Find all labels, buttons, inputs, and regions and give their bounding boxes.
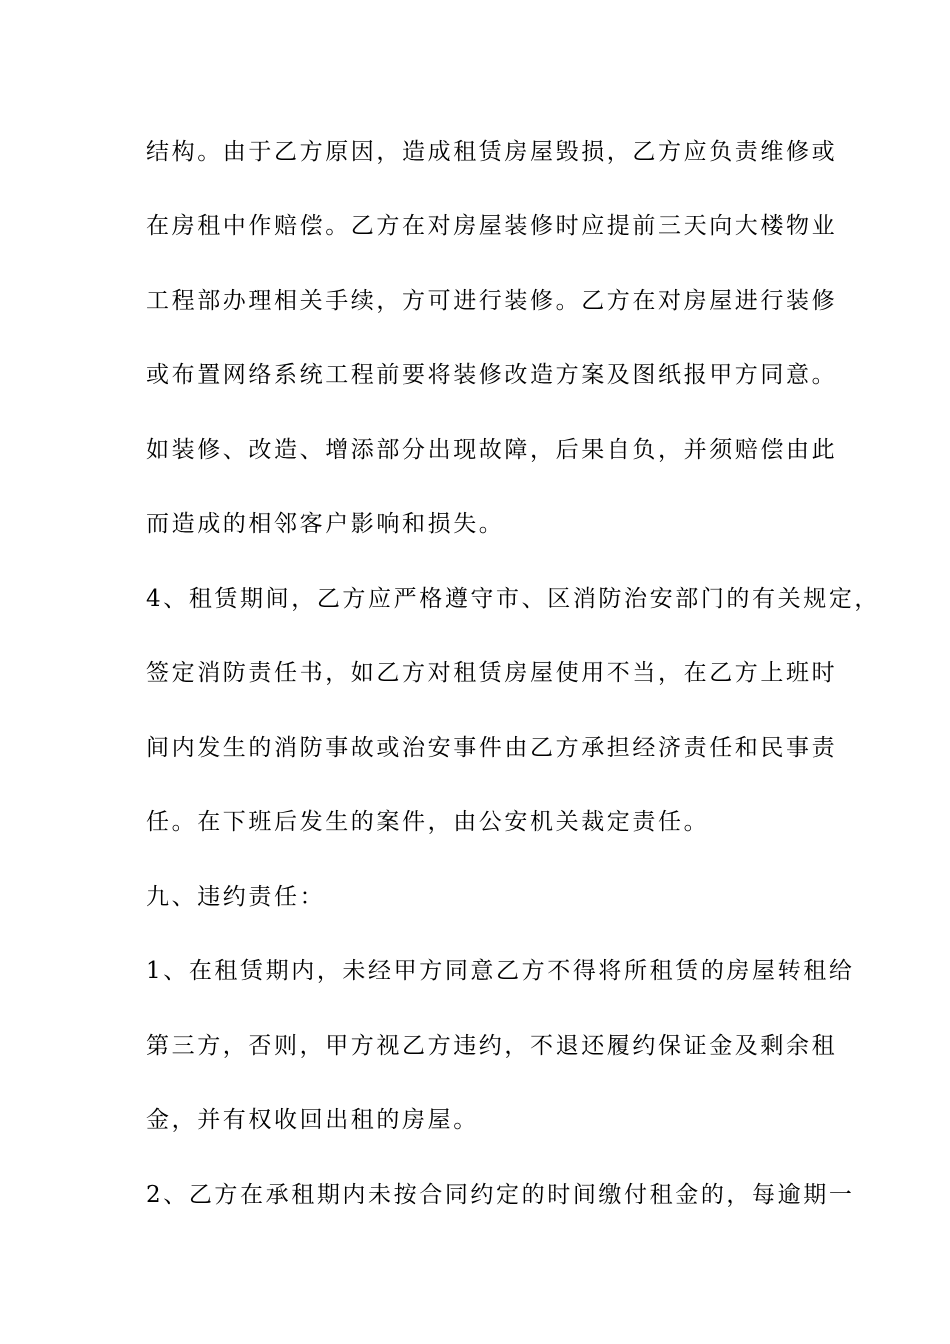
text-line: 任。在下班后发生的案件，由公安机关裁定责任。 bbox=[146, 809, 710, 835]
text-line: 工程部办理相关手续，方可进行装修。乙方在对房屋进行装修 bbox=[146, 288, 838, 314]
section-heading: 九、违约责任： bbox=[146, 884, 326, 910]
text-line: 间内发生的消防事故或治安事件由乙方承担经济责任和民事责 bbox=[146, 735, 838, 761]
text-line: 4、租赁期间，乙方应严格遵守市、区消防治安部门的有关规定， bbox=[146, 586, 881, 612]
text-line: 第三方，否则，甲方视乙方违约，不退还履约保证金及剩余租 bbox=[146, 1033, 838, 1059]
text-line: 签定消防责任书，如乙方对租赁房屋使用不当，在乙方上班时 bbox=[146, 660, 838, 686]
text-line: 如装修、改造、增添部分出现故障，后果自负，并须赔偿由此 bbox=[146, 437, 838, 463]
text-line: 在房租中作赔偿。乙方在对房屋装修时应提前三天向大楼物业 bbox=[146, 213, 838, 239]
text-line: 金，并有权收回出租的房屋。 bbox=[146, 1107, 479, 1133]
text-line: 结构。由于乙方原因，造成租赁房屋毁损，乙方应负责维修或 bbox=[146, 139, 838, 165]
text-line: 2、乙方在承租期内未按合同约定的时间缴付租金的，每逾期一 bbox=[146, 1182, 855, 1208]
text-line: 而造成的相邻客户影响和损失。 bbox=[146, 511, 505, 537]
text-line: 或布置网络系统工程前要将装修改造方案及图纸报甲方同意。 bbox=[146, 362, 838, 388]
text-line: 1、在租赁期内，未经甲方同意乙方不得将所租赁的房屋转租给 bbox=[146, 958, 855, 984]
